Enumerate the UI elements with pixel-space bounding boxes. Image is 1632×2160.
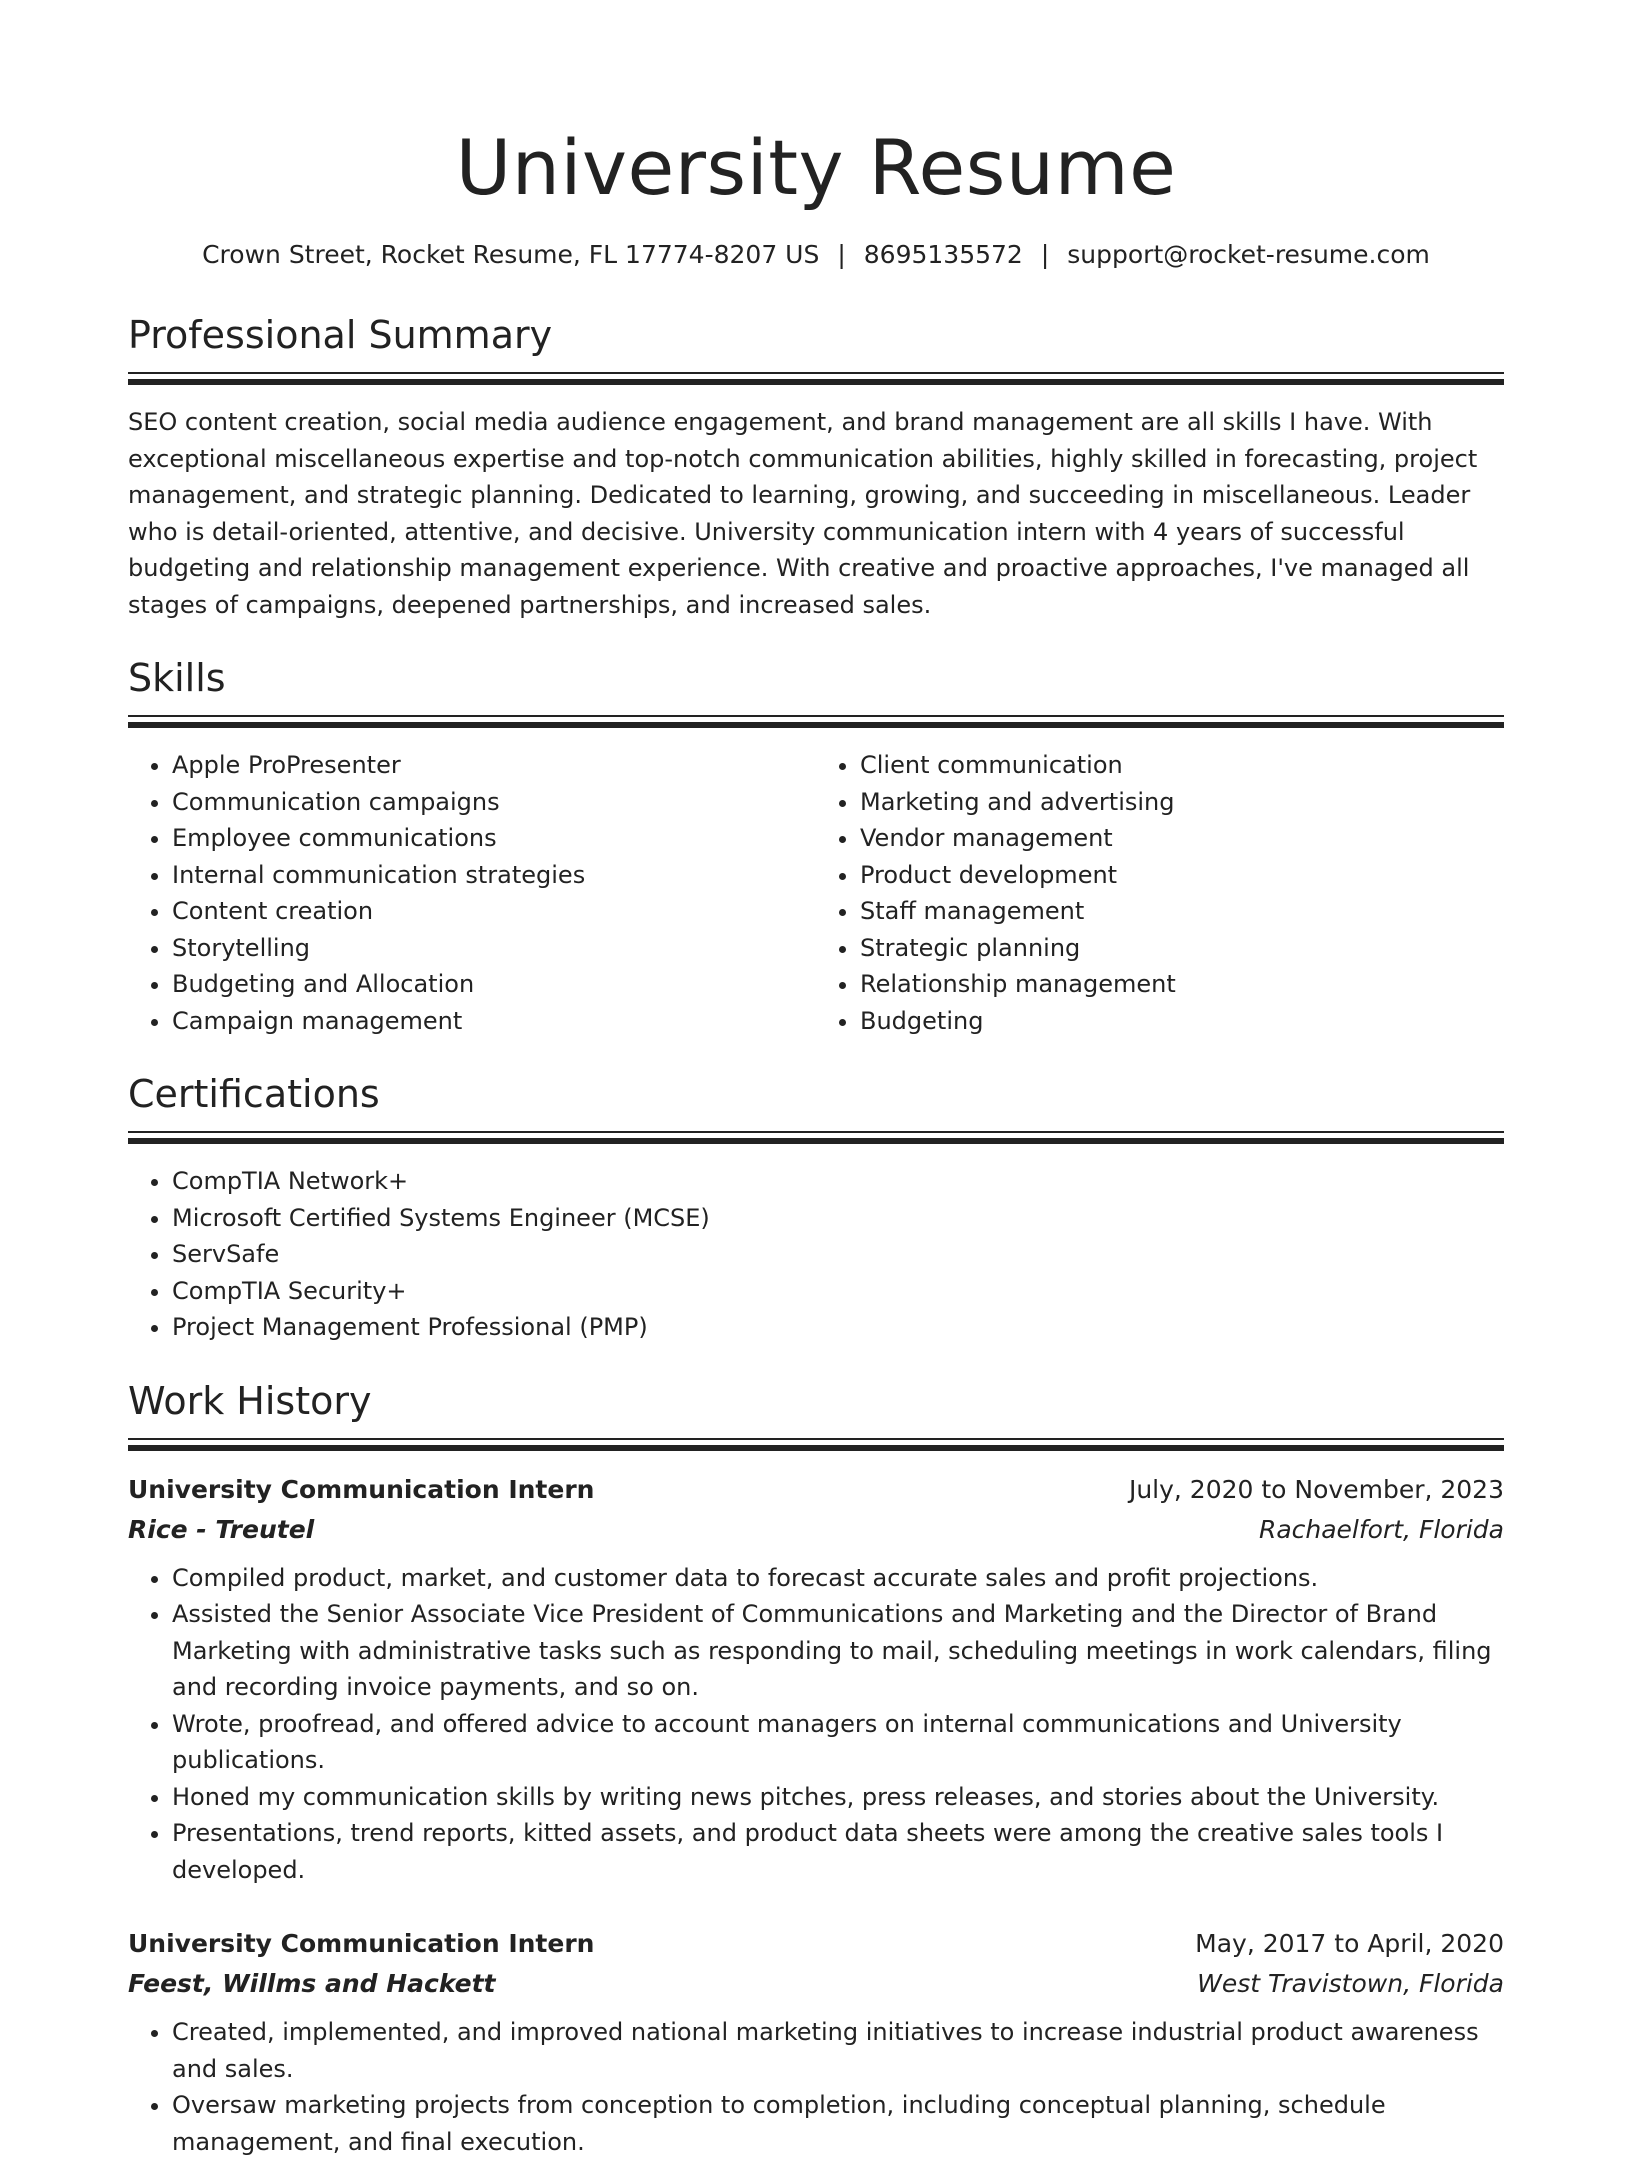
- contact-line: [128, 238, 1504, 272]
- job-dates: May, 2017 to April, 2020: [1195, 1924, 1504, 1964]
- certification-item: • CompTIA Security+: [172, 1273, 1504, 1310]
- skills-list-left: [128, 747, 816, 1039]
- section-title-summary: Professional Summary: [128, 310, 1504, 360]
- job-bullet: • Wrote, proofread, and offered advice to account managers on internal communications and University publications.: [172, 1706, 1504, 1779]
- job-bullets: [128, 1560, 1504, 1889]
- job-bullet: • Honed my communication skills by writing news pitches, press releases, and stories about the University.: [172, 1779, 1504, 1816]
- job-entry: [128, 1924, 1504, 2160]
- job-company: Feest, Willms and Hackett: [128, 1964, 495, 2004]
- skill-item: • Apple ProPresenter: [172, 747, 816, 784]
- section-divider: [128, 372, 1504, 386]
- skill-item: • Budgeting and Allocation: [172, 966, 816, 1003]
- section-divider: [128, 1131, 1504, 1145]
- section-title-certifications: Certifications: [128, 1069, 1504, 1119]
- certifications-list: [128, 1163, 1504, 1346]
- contact-separator: |: [1023, 240, 1067, 269]
- skill-item: • Content creation: [172, 893, 816, 930]
- skill-item: • Strategic planning: [860, 930, 1504, 967]
- skill-item: • Communication campaigns: [172, 784, 816, 821]
- job-company-row: [128, 1510, 1504, 1550]
- skill-item: • Client communication: [860, 747, 1504, 784]
- contact-phone: 8695135572: [864, 240, 1023, 269]
- job-bullet: • Presentations, trend reports, kitted assets, and product data sheets were among the creative sales tools I developed.: [172, 1815, 1504, 1888]
- skill-item: • Marketing and advertising: [860, 784, 1504, 821]
- skill-item: • Budgeting: [860, 1003, 1504, 1040]
- skill-item: • Internal communication strategies: [172, 857, 816, 894]
- job-location: West Travistown, Florida: [1197, 1964, 1504, 2004]
- section-divider: [128, 715, 1504, 729]
- summary-text: SEO content creation, social media audience engagement, and brand management are all skills I have. With exceptional miscellaneous expertise and top-notch communication abilities, highly skilled in forecasting, project management, and strategic planning. Dedicated to learning, growing, and succeeding in miscellaneous. Leader who is detail-oriented, attentive, and decisive. University communication intern with 4 years of successful budgeting and relationship management experience. With creative and proactive approaches, I've managed all stages of campaigns, deepened partnerships, and increased sales.: [128, 404, 1504, 623]
- contact-email: support@rocket-resume.com: [1067, 240, 1430, 269]
- certifications-section: [128, 1069, 1504, 1346]
- certification-item: • CompTIA Network+: [172, 1163, 1504, 1200]
- skills-column-right: [816, 747, 1504, 1039]
- skill-item: • Product development: [860, 857, 1504, 894]
- skill-item: • Campaign management: [172, 1003, 816, 1040]
- skills-section: [128, 653, 1504, 1039]
- job-bullets: [128, 2014, 1504, 2160]
- section-title-work-history: Work History: [128, 1376, 1504, 1426]
- skills-column-left: [128, 747, 816, 1039]
- contact-separator: |: [819, 240, 863, 269]
- job-location: Rachaelfort, Florida: [1259, 1510, 1504, 1550]
- skill-item: • Staff management: [860, 893, 1504, 930]
- job-company: Rice - Treutel: [128, 1510, 314, 1550]
- resume-name: University Resume: [128, 120, 1504, 216]
- job-company-row: [128, 1964, 1504, 2004]
- skills-columns: [128, 747, 1504, 1039]
- job-bullet: • Created, implemented, and improved national marketing initiatives to increase industrial product awareness and sales.: [172, 2014, 1504, 2087]
- summary-section: [128, 310, 1504, 623]
- job-bullet: • Assisted the Senior Associate Vice President of Communications and Marketing and the Director of Brand Marketing with administrative tasks such as responding to mail, scheduling meetings in work calendars, filing and recording invoice payments, and so on.: [172, 1596, 1504, 1706]
- job-bullet: • Compiled product, market, and customer data to forecast accurate sales and profit projections.: [172, 1560, 1504, 1597]
- job-title: University Communication Intern: [128, 1470, 594, 1510]
- certification-item: • ServSafe: [172, 1236, 1504, 1273]
- skill-item: • Vendor management: [860, 820, 1504, 857]
- work-history-section: [128, 1376, 1504, 2160]
- job-entry: [128, 1470, 1504, 1889]
- job-header-row: [128, 1924, 1504, 1964]
- certification-item: • Project Management Professional (PMP): [172, 1309, 1504, 1346]
- certification-item: • Microsoft Certified Systems Engineer (MCSE): [172, 1200, 1504, 1237]
- section-title-skills: Skills: [128, 653, 1504, 703]
- job-title: University Communication Intern: [128, 1924, 594, 1964]
- skill-item: • Storytelling: [172, 930, 816, 967]
- contact-address: Crown Street, Rocket Resume, FL 17774-8207 US: [202, 240, 819, 269]
- job-header-row: [128, 1470, 1504, 1510]
- job-bullet: • Oversaw marketing projects from conception to completion, including conceptual planning, schedule management, and final execution.: [172, 2087, 1504, 2160]
- certifications-list-wrap: [128, 1163, 1504, 1346]
- skill-item: • Relationship management: [860, 966, 1504, 1003]
- job-dates: July, 2020 to November, 2023: [1129, 1470, 1504, 1510]
- section-divider: [128, 1438, 1504, 1452]
- skills-list-right: [816, 747, 1504, 1039]
- skill-item: • Employee communications: [172, 820, 816, 857]
